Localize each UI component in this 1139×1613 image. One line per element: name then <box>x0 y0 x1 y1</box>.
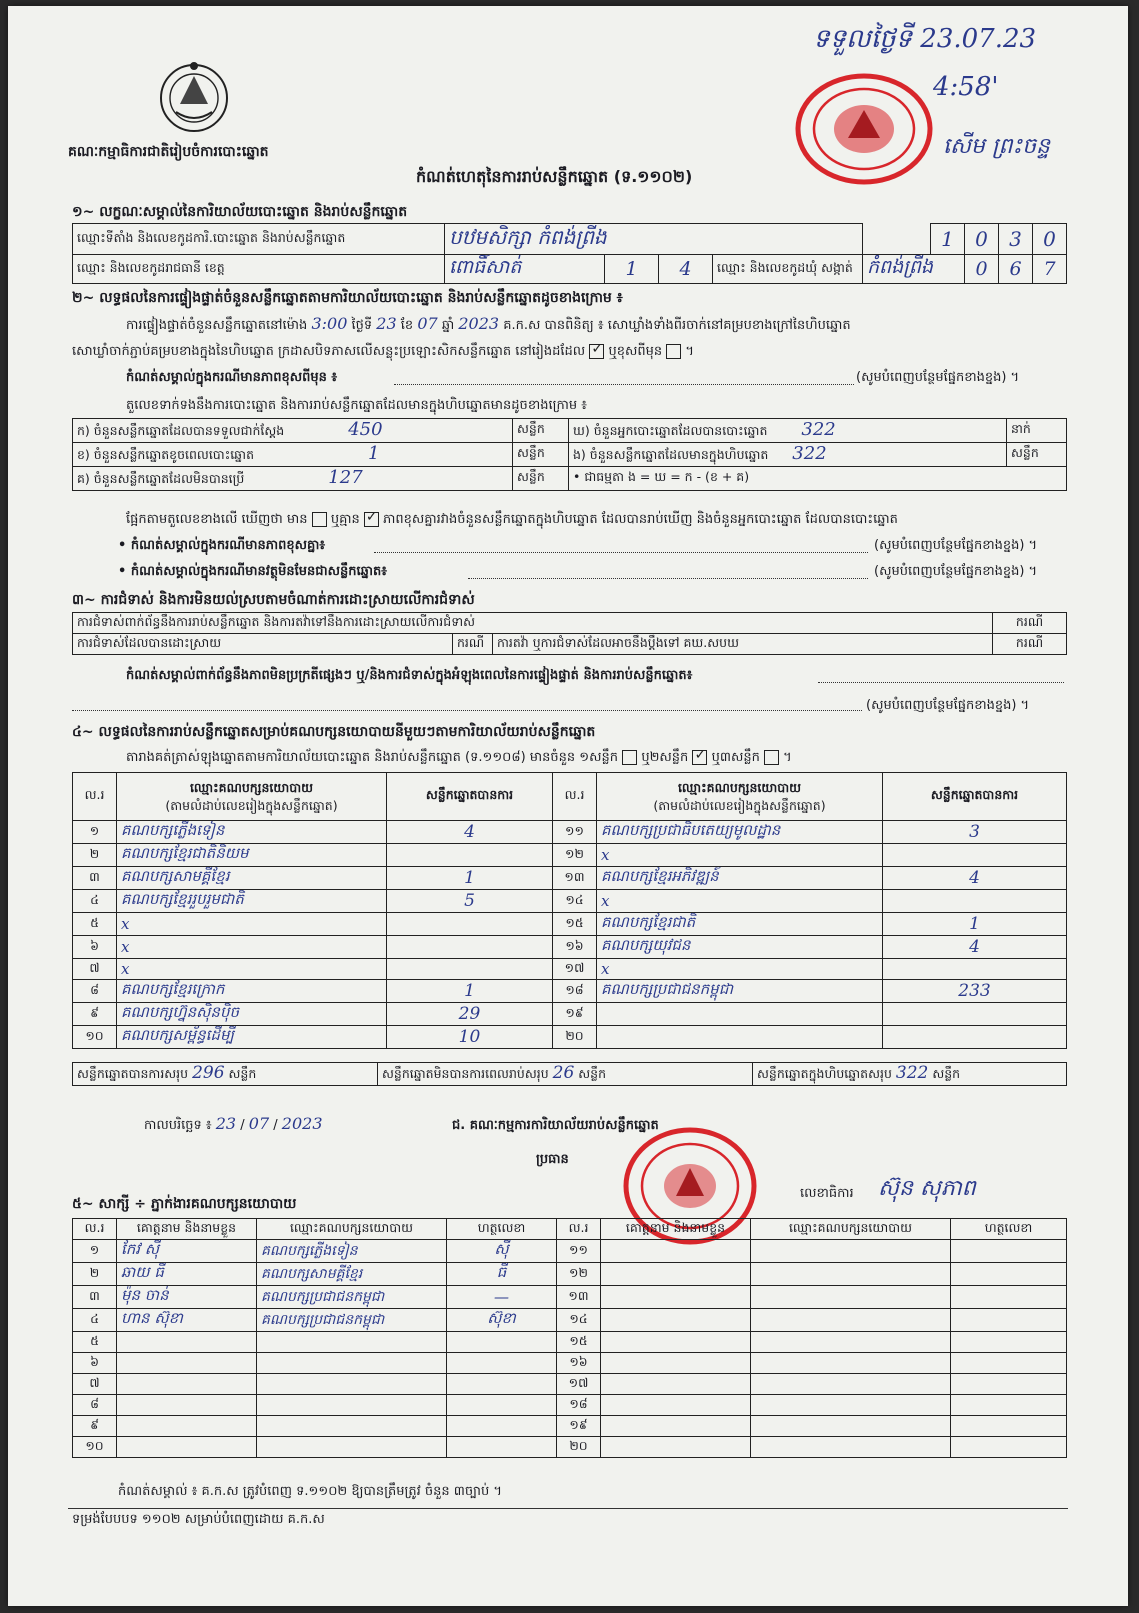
result-party: គណបក្សសម្ព័ន្ធដើម្បី <box>117 1026 387 1049</box>
witness-party: គណបក្សប្រជាជនកម្ពុជា <box>257 1309 447 1332</box>
witness-signature <box>951 1309 1067 1332</box>
result-votes: 4 <box>387 821 553 844</box>
witness-no: ៩ <box>73 1416 117 1437</box>
witness-name <box>601 1353 751 1374</box>
appealable-case: ករណី <box>993 634 1067 655</box>
bullet-foreign-fill: (សូមបំពេញបន្ថែមផ្នែកខាងខ្នង) ។ <box>874 564 1038 579</box>
verify-day: 23 <box>376 314 397 333</box>
total-box: 322 <box>895 1063 929 1083</box>
witness-name <box>601 1332 751 1353</box>
org-title: គណៈកម្មាធិការជាតិរៀបចំការបោះឆ្នោត <box>68 144 269 160</box>
site-code-2: 0 <box>965 224 999 255</box>
witness-no: ៦ <box>73 1353 117 1374</box>
verify-month: 07 <box>417 314 438 333</box>
discrepancy-tail: ភាពខុសគ្នារវាងចំនួនសន្លឹកឆ្នោតក្នុងហិបឆ្នោត ដែលបានរាប់ឃើញ និងចំនួនអ្នកបោះឆ្នោត ដែលបានបោះឆ្នោត <box>383 512 898 527</box>
witness-party <box>257 1395 447 1416</box>
total-valid: 296 <box>192 1063 225 1083</box>
spoiled-value: 1 <box>368 443 380 464</box>
result-votes <box>883 844 1067 867</box>
province-label: ឈ្មោះ និងលេខកូដរាជធានី ខេត្ត <box>73 255 445 284</box>
witness-signature <box>447 1353 557 1374</box>
received-label: ក) ចំនួនសន្លឹកឆ្នោតដែលបានទទួលជាក់ស្តែង <box>77 423 285 438</box>
section5-title: ៥~ សាក្សី ÷ ភ្នាក់ងារគណបក្សនយោបាយ <box>72 1196 297 1212</box>
tally-two-label: ឬ២សន្លឹក <box>641 750 689 765</box>
tally-intro: តារាងគត់ត្រាស់ឡុងឆ្នោតតាមការិយាល័យបោះឆ្នោត និងរាប់សន្លឹកឆ្នោត (ទ.១១០៨) មានចំនួន ១សន្លឹក ឬ២សន្លឹក ✓ ឬ៣សន្លឹក ។ <box>126 750 792 766</box>
witness-no: ១៦ <box>557 1353 601 1374</box>
result-party: គណបក្សខ្មែរជាតិ <box>597 913 883 936</box>
result-votes <box>883 959 1067 980</box>
result-votes: 4 <box>883 867 1067 890</box>
witness-no: ៥ <box>73 1332 117 1353</box>
result-votes <box>387 959 553 980</box>
witness-header-sign-left: ហត្ថលេខា <box>447 1219 557 1240</box>
has-discrepancy-checkbox[interactable] <box>312 512 327 527</box>
chair-label: ប្រធាន <box>536 1152 569 1167</box>
witness-signature <box>447 1416 557 1437</box>
witness-name <box>601 1374 751 1395</box>
result-party: x <box>117 913 387 936</box>
witness-signature <box>951 1353 1067 1374</box>
bullet-discrepancy-fill: (សូមបំពេញបន្ថែមផ្នែកខាងខ្នង) ។ <box>874 538 1038 553</box>
witness-signature <box>951 1416 1067 1437</box>
result-no: ២០ <box>553 1026 597 1049</box>
result-votes: 1 <box>883 913 1067 936</box>
witness-party <box>257 1332 447 1353</box>
witness-party: គណបក្សភ្លើងទៀន <box>257 1240 447 1263</box>
witness-no: ១៤ <box>557 1309 601 1332</box>
witness-no: ១៧ <box>557 1374 601 1395</box>
witness-no: ៨ <box>73 1395 117 1416</box>
witness-party <box>751 1263 951 1286</box>
result-party: គណបក្សខ្មែររួបរួមជាតិ <box>117 890 387 913</box>
witness-no: ១០ <box>73 1437 117 1458</box>
witness-no: ១៥ <box>557 1332 601 1353</box>
figures-table <box>72 418 1067 491</box>
witness-header-name-right: គោត្តនាម និងនាមខ្លួន <box>601 1219 751 1240</box>
site-code-4: 0 <box>1033 224 1067 255</box>
witness-name <box>601 1286 751 1309</box>
bullet-discrepancy: • កំណត់សម្គាល់ក្នុងករណីមានភាពខុសគ្នា៖ <box>118 538 326 553</box>
form-paper <box>8 6 1128 1606</box>
result-no: ១០ <box>73 1026 117 1049</box>
result-party <box>597 1026 883 1049</box>
different-checkbox[interactable] <box>666 344 681 359</box>
results-header-no-right: ល.រ <box>553 773 597 821</box>
witness-no: ១ <box>73 1240 117 1263</box>
total-invalid-label: សន្លឹកឆ្នោតមិនបានការពេលរាប់សរុប <box>382 1066 549 1081</box>
province-code-1: 1 <box>605 255 659 283</box>
section1-title: ១~ លក្ខណៈសម្គាល់នៃការិយាល័យបោះឆ្នោត និងរាប់សន្លឹកឆ្នោត <box>72 204 408 220</box>
table-row <box>73 1395 1067 1416</box>
bullet-discrepancy-line <box>374 552 868 553</box>
witness-party <box>257 1437 447 1458</box>
receipt-note: ទទួលថ្ងៃទី 23.07.23 <box>813 24 1037 54</box>
witness-header-no-right: ល.រ <box>557 1219 601 1240</box>
table-row <box>73 1309 1067 1332</box>
witness-party <box>257 1374 447 1395</box>
province-value: ពោធិ៍សាត់ <box>449 256 522 278</box>
table-row <box>73 1332 1067 1353</box>
result-votes: 5 <box>387 890 553 913</box>
result-party: x <box>117 959 387 980</box>
in-box-unit: សន្លឹក <box>1007 443 1067 467</box>
total-invalid: 26 <box>552 1063 575 1083</box>
result-no: ១៥ <box>553 913 597 936</box>
witness-party <box>751 1240 951 1263</box>
result-no: ៥ <box>73 913 117 936</box>
result-no: ១២ <box>553 844 597 867</box>
verify-year: 2023 <box>458 314 500 333</box>
verify-time-label: ការផ្ទៀងផ្ទាត់ចំនួនសន្លឹកឆ្នោតនៅម៉ោង <box>126 318 308 333</box>
different-label: ឬខុសពីមុន <box>608 344 663 359</box>
result-no: ៧ <box>73 959 117 980</box>
result-votes: 1 <box>387 867 553 890</box>
result-party: គណបក្សសាមគ្គីខ្មែរ <box>117 867 387 890</box>
site-code-1: 1 <box>931 224 965 255</box>
emblem-icon <box>156 58 232 138</box>
diff-note: កំណត់សម្គាល់ក្នុងករណីមានភាពខុសពីមុន ៖ <box>126 370 338 385</box>
result-votes: 10 <box>387 1026 553 1049</box>
irregularity-fill: (សូមបំពេញបន្ថែមផ្នែកខាងខ្នង) ។ <box>866 698 1030 713</box>
witness-name <box>601 1395 751 1416</box>
result-no: ១ <box>73 821 117 844</box>
commune-code-2: 6 <box>999 255 1033 284</box>
witness-signature: ស៊ី <box>447 1240 557 1263</box>
total-invalid-unit: សន្លឹក <box>578 1066 607 1081</box>
witness-party <box>751 1374 951 1395</box>
witness-signature <box>447 1332 557 1353</box>
witness-name: កែវ ស៊ី <box>117 1240 257 1263</box>
witness-header-party-left: ឈ្មោះគណបក្សនយោបាយ <box>257 1219 447 1240</box>
unused-unit: សន្លឹក <box>513 467 569 491</box>
results-header-party-right-sub: (តាមលំដាប់លេខរៀងក្នុងសន្លឹកឆ្នោត) <box>653 797 826 813</box>
witness-no: ១៨ <box>557 1395 601 1416</box>
results-header-party-left-title: ឈ្មោះគណបក្សនយោបាយ <box>189 779 314 795</box>
witness-signature <box>951 1286 1067 1309</box>
table-row <box>73 1286 1067 1309</box>
objection-case-1: ករណី <box>993 613 1067 634</box>
result-no: ៣ <box>73 867 117 890</box>
three-sheets-checkbox[interactable] <box>764 750 779 765</box>
verify-month-label: ខែ <box>400 318 414 333</box>
two-sheets-checkbox[interactable] <box>692 750 707 765</box>
witness-party <box>751 1395 951 1416</box>
unused-label: គ) ចំនួនសន្លឹកឆ្នោតដែលមិនបានប្រើ <box>77 471 245 486</box>
site-code-3: 3 <box>999 224 1033 255</box>
witness-body <box>73 1240 1067 1458</box>
site-label: ឈ្មោះទីតាំង និងលេខកូដការិ.បោះឆ្នោត និងរាប់សន្លឹកឆ្នោត <box>73 224 445 255</box>
signing-date: កាលបរិច្ឆេទ ៖ 23 / 07 / 2023 <box>144 1114 323 1133</box>
verify-line-1 <box>126 316 851 334</box>
date-month: 07 <box>248 1114 270 1133</box>
witness-name: ហាន ស៊ុខា <box>117 1309 257 1332</box>
section3-title: ៣~ ការជំទាស់ និងការមិនយល់ស្របតាមចំណាត់ការដោះស្រាយលើការជំទាស់ <box>72 592 475 608</box>
table-row <box>73 1263 1067 1286</box>
irregularity-note: កំណត់សម្គាល់ពាក់ព័ន្ធនឹងភាពមិនប្រក្រតីផ្សេងៗ ឬ/និងការជំទាស់ក្នុងអំឡុងពេលនៃការផ្ទៀងផ្ទាត់ និងការរាប់សន្លឹកឆ្នោត៖ <box>126 668 693 683</box>
result-party: គណបក្សខ្មែរជាតិនិយម <box>117 844 387 867</box>
commune-code-1: 0 <box>965 255 999 284</box>
results-header-party-right-title: ឈ្មោះគណបក្សនយោបាយ <box>677 779 802 795</box>
result-no: ៩ <box>73 1003 117 1026</box>
diff-note-fill: (សូមបំពេញបន្ថែមផ្នែកខាងខ្នង) ។ <box>856 370 1020 385</box>
witness-signature: — <box>447 1286 557 1309</box>
voters-unit: នាក់ <box>1007 419 1067 443</box>
verify-time: 3:00 <box>311 314 348 333</box>
bullet-foreign-line <box>468 578 868 579</box>
table-row <box>73 867 1067 890</box>
result-party: x <box>597 844 883 867</box>
in-box-label: ង) ចំនួនសន្លឹកឆ្នោតដែលមានក្នុងហិបឆ្នោត <box>573 447 769 462</box>
figures-intro: តួលេខទាក់ទងនឹងការបោះឆ្នោត និងការរាប់សន្លឹកឆ្នោតដែលមានក្នុងហិបឆ្នោតមានដូចខាងក្រោម ៖ <box>126 398 587 413</box>
footer-rule <box>68 1508 1068 1509</box>
witness-signature: ស៊ុខា <box>447 1309 557 1332</box>
secretary-signature: ស៊ុន សុភាព <box>878 1176 976 1201</box>
committee-label: ជ. គណៈកម្មការការិយាល័យរាប់សន្លឹកឆ្នោត <box>452 1118 659 1133</box>
totals-table <box>72 1062 1067 1086</box>
verify-day-label: ថ្ងៃទី <box>351 318 373 333</box>
bullet-foreign: • កំណត់សម្គាល់ក្នុងករណីមានវត្ថុមិនមែនជាសន្លឹកឆ្នោត៖ <box>118 564 387 579</box>
table-row <box>73 913 1067 936</box>
verify-line-2-text: សោឃ្លាំចាក់ភ្ជាប់គម្របខាងក្នុងនៃហិបឆ្នោត ក្រដាសបិទភាសលើសន្លុះប្រឡោះសិកសន្លឹកឆ្នោត នៅរៀងដដែល <box>72 344 586 359</box>
discrepancy-none-label: ឬគ្មាន <box>330 512 360 527</box>
results-header-party-left <box>117 773 387 821</box>
witness-signature <box>951 1395 1067 1416</box>
result-party: គណបក្សខ្មែរក្រោក <box>117 980 387 1003</box>
result-no: ១៣ <box>553 867 597 890</box>
tally-three-label: ឬ៣សន្លឹក <box>711 750 760 765</box>
result-votes <box>883 890 1067 913</box>
formula: • ជាធម្មតា ង = ឃ = ក - (ខ + គ) <box>569 467 1067 491</box>
verify-line-1-tail: គ.ក.ស បានពិនិត្យ ៖ សោឃ្លាំងទាំងពីរចាក់នៅគម្របខាងក្រៅនៃហិបឆ្នោត <box>503 318 851 333</box>
result-party: គណបក្សខ្មែរអភិវឌ្ឍន៍ <box>597 867 883 890</box>
document-title: កំណត់ហេតុនៃការរាប់សន្លឹកឆ្នោត (ទ.១១០២) <box>416 167 693 186</box>
table-row <box>73 1374 1067 1395</box>
result-party: x <box>117 936 387 959</box>
irregularity-line-2 <box>72 710 862 711</box>
result-no: ១១ <box>553 821 597 844</box>
voters-value: 322 <box>801 419 836 440</box>
witness-party <box>751 1332 951 1353</box>
in-box-value: 322 <box>792 443 827 464</box>
result-votes: 29 <box>387 1003 553 1026</box>
table-row <box>73 890 1067 913</box>
result-party: x <box>597 890 883 913</box>
witness-signature: ធី <box>447 1263 557 1286</box>
table-row <box>73 821 1067 844</box>
table-row <box>73 936 1067 959</box>
witness-name <box>117 1332 257 1353</box>
objection-row-1: ការជំទាស់ពាក់ព័ន្ធនឹងការរាប់សន្លឹកឆ្នោត និងការតវ៉ាទៅនឹងការដោះស្រាយលើការជំទាស់ <box>73 613 993 634</box>
footnote: កំណត់សម្គាល់ ៖ គ.ក.ស ត្រូវបំពេញ ទ.១១០២ ឱ្យបានត្រឹមត្រូវ ចំនួន ៣ច្បាប់ ។ <box>118 1484 502 1499</box>
total-valid-unit: សន្លឹក <box>228 1066 257 1081</box>
witness-party <box>751 1309 951 1332</box>
voters-label: ឃ) ចំនួនអ្នកបោះឆ្នោតដែលបានបោះឆ្នោត <box>573 423 768 438</box>
witness-party: គណបក្សប្រជាជនកម្ពុជា <box>257 1286 447 1309</box>
witness-name <box>601 1437 751 1458</box>
witness-signature <box>447 1395 557 1416</box>
result-votes <box>387 913 553 936</box>
witness-no: ១១ <box>557 1240 601 1263</box>
results-table <box>72 772 1067 1049</box>
table-row <box>73 1416 1067 1437</box>
witness-header-sign-right: ហត្ថលេខា <box>951 1219 1067 1240</box>
result-votes <box>387 936 553 959</box>
section4-title: ៤~ លទ្ធផលនៃការរាប់សន្លឹកឆ្នោតសម្រាប់គណបក្សនយោបាយនីមួយៗតាមការិយាល័យរាប់សន្លឹកឆ្នោត <box>72 724 596 740</box>
witness-header-name-left: គោត្តនាម និងនាមខ្លួន <box>117 1219 257 1240</box>
spoiled-label: ខ) ចំនួនសន្លឹកឆ្នោតខូចពេលបោះឆ្នោត <box>77 447 255 462</box>
official-stamp-top <box>793 72 935 187</box>
result-party: គណបក្សប្រជាធិបតេយ្យមូលដ្ឋាន <box>597 821 883 844</box>
witness-no: ១៣ <box>557 1286 601 1309</box>
table-row <box>73 959 1067 980</box>
result-votes: 233 <box>883 980 1067 1003</box>
commune-code-3: 7 <box>1033 255 1067 284</box>
commune-value: កំពង់ព្រីង <box>867 256 933 278</box>
witness-name: ឆាយ ធី <box>117 1263 257 1286</box>
total-box-unit: សន្លឹក <box>932 1066 961 1081</box>
result-votes: 1 <box>387 980 553 1003</box>
total-valid-label: សន្លឹកឆ្នោតបានការសរុប <box>77 1066 189 1081</box>
witness-name <box>601 1416 751 1437</box>
result-no: ១៧ <box>553 959 597 980</box>
received-unit: សន្លឹក <box>513 419 569 443</box>
appealable-objections: ការតវ៉ា ឬការជំទាស់ដែលអាចនឹងប្តឹងទៅ គឃ.សបឃ <box>493 634 993 655</box>
witness-party <box>257 1416 447 1437</box>
witness-header-party-right: ឈ្មោះគណបក្សនយោបាយ <box>751 1219 951 1240</box>
result-votes: 3 <box>883 821 1067 844</box>
discrepancy-has-label: ផ្អែកតាមតួលេខខាងលើ ឃើញថា មាន <box>126 512 308 527</box>
witness-no: ៤ <box>73 1309 117 1332</box>
witness-header-no-left: ល.រ <box>73 1219 117 1240</box>
commune-label: ឈ្មោះ និងលេខកូដឃុំ សង្កាត់ <box>713 255 863 284</box>
witness-name <box>117 1395 257 1416</box>
received-value: 450 <box>348 419 383 440</box>
receipt-signature: សើម ព្រះចន្ទ <box>943 134 1051 159</box>
result-party: គណបក្សហ្វ៊ុនស៊ិនប៉ិច <box>117 1003 387 1026</box>
witness-table <box>72 1218 1067 1458</box>
witness-party <box>751 1437 951 1458</box>
table-row <box>73 1353 1067 1374</box>
verify-year-label: ឆ្នាំ <box>441 318 455 333</box>
table-row <box>73 1003 1067 1026</box>
section2-title: ២~ លទ្ធផលនៃការផ្ទៀងផ្ទាត់ចំនួនសន្លឹកឆ្នោតតាមការិយាល័យបោះឆ្នោត និងរាប់សន្លឹកឆ្នោតដូចខាងក្រោម ៖ <box>72 290 623 306</box>
witness-name: ម៉ុន ចាន់ <box>117 1286 257 1309</box>
witness-no: ៣ <box>73 1286 117 1309</box>
result-no: ១៤ <box>553 890 597 913</box>
section1-table <box>72 223 1067 284</box>
results-header-no-left: ល.រ <box>73 773 117 821</box>
results-header-votes-left: សន្លឹកឆ្នោតបានការ <box>387 773 553 821</box>
result-no: ១៦ <box>553 936 597 959</box>
witness-no: ២០ <box>557 1437 601 1458</box>
witness-name <box>117 1416 257 1437</box>
result-votes <box>883 1026 1067 1049</box>
witness-party <box>751 1416 951 1437</box>
result-party: x <box>597 959 883 980</box>
resolved-objections: ការជំទាស់ដែលបានដោះស្រាយ <box>73 634 453 655</box>
results-body <box>73 821 1067 1049</box>
verify-line-2: សោឃ្លាំចាក់ភ្ជាប់គម្របខាងក្នុងនៃហិបឆ្នោត ក្រដាសបិទភាសលើសន្លុះប្រឡោះសិកសន្លឹកឆ្នោត នៅរៀងដដែល ✓ ឬខុសពីមុន ។ <box>72 344 694 360</box>
result-votes <box>883 1003 1067 1026</box>
result-votes <box>387 844 553 867</box>
result-no: ១៨ <box>553 980 597 1003</box>
receipt-time: 4:58' <box>933 72 999 102</box>
witness-signature <box>951 1240 1067 1263</box>
no-discrepancy-checkbox[interactable] <box>364 512 379 527</box>
table-row <box>73 844 1067 867</box>
date-label: កាលបរិច្ឆេទ ៖ <box>144 1118 212 1133</box>
results-header-party-left-sub: (តាមលំដាប់លេខរៀងក្នុងសន្លឹកឆ្នោត) <box>165 797 338 813</box>
witness-no: ៧ <box>73 1374 117 1395</box>
table-row <box>73 980 1067 1003</box>
result-no: ៦ <box>73 936 117 959</box>
witness-signature <box>951 1263 1067 1286</box>
witness-signature <box>447 1374 557 1395</box>
witness-no: ១២ <box>557 1263 601 1286</box>
result-votes: 4 <box>883 936 1067 959</box>
result-no: ៨ <box>73 980 117 1003</box>
witness-no: ២ <box>73 1263 117 1286</box>
result-no: ២ <box>73 844 117 867</box>
witness-name <box>601 1240 751 1263</box>
discrepancy-line <box>126 512 898 528</box>
result-no: ១៩ <box>553 1003 597 1026</box>
date-day: 23 <box>215 1114 237 1133</box>
same-checkbox[interactable] <box>589 344 604 359</box>
diff-note-line <box>394 384 854 385</box>
result-party: គណបក្សយុវជន <box>597 936 883 959</box>
table-row <box>73 1026 1067 1049</box>
result-no: ៤ <box>73 890 117 913</box>
witness-name <box>117 1374 257 1395</box>
witness-party <box>751 1353 951 1374</box>
result-party <box>597 1003 883 1026</box>
witness-name <box>117 1353 257 1374</box>
witness-no: ១៩ <box>557 1416 601 1437</box>
secretary-label: លេខាធិការ <box>800 1186 854 1201</box>
witness-party: គណបក្សសាមគ្គីខ្មែរ <box>257 1263 447 1286</box>
tally-one-label: តារាងគត់ត្រាស់ឡុងឆ្នោតតាមការិយាល័យបោះឆ្នោត និងរាប់សន្លឹកឆ្នោត (ទ.១១០៨) មានចំនួន ១សន្លឹក <box>126 750 619 765</box>
one-sheet-checkbox[interactable] <box>622 750 637 765</box>
results-header-party-right <box>597 773 883 821</box>
objection-table <box>72 612 1067 655</box>
witness-name <box>117 1437 257 1458</box>
witness-name <box>601 1263 751 1286</box>
table-row <box>73 1437 1067 1458</box>
witness-name <box>601 1309 751 1332</box>
site-value: បឋមសិក្សា កំពង់ព្រីង <box>449 225 607 249</box>
result-party: គណបក្សប្រជាជនកម្ពុជា <box>597 980 883 1003</box>
resolved-case: ករណី <box>453 634 493 655</box>
unused-value: 127 <box>328 467 363 488</box>
witness-signature <box>951 1332 1067 1353</box>
province-code-2: 4 <box>679 258 692 280</box>
witness-signature <box>951 1374 1067 1395</box>
witness-party <box>257 1353 447 1374</box>
witness-signature <box>951 1437 1067 1458</box>
date-year: 2023 <box>281 1114 323 1133</box>
irregularity-line-1 <box>818 682 1064 683</box>
result-party: គណបក្សភ្លើងទៀន <box>117 821 387 844</box>
total-box-label: សន្លឹកឆ្នោតក្នុងហិបឆ្នោតសរុប <box>757 1066 892 1081</box>
results-header-votes-right: សន្លឹកឆ្នោតបានការ <box>883 773 1067 821</box>
spoiled-unit: សន្លឹក <box>513 443 569 467</box>
table-row <box>73 1240 1067 1263</box>
witness-party <box>751 1286 951 1309</box>
witness-signature <box>447 1437 557 1458</box>
footer-form-id: ទម្រង់បែបបទ ១១០២ សម្រាប់បំពេញដោយ គ.ក.ស <box>72 1512 325 1527</box>
